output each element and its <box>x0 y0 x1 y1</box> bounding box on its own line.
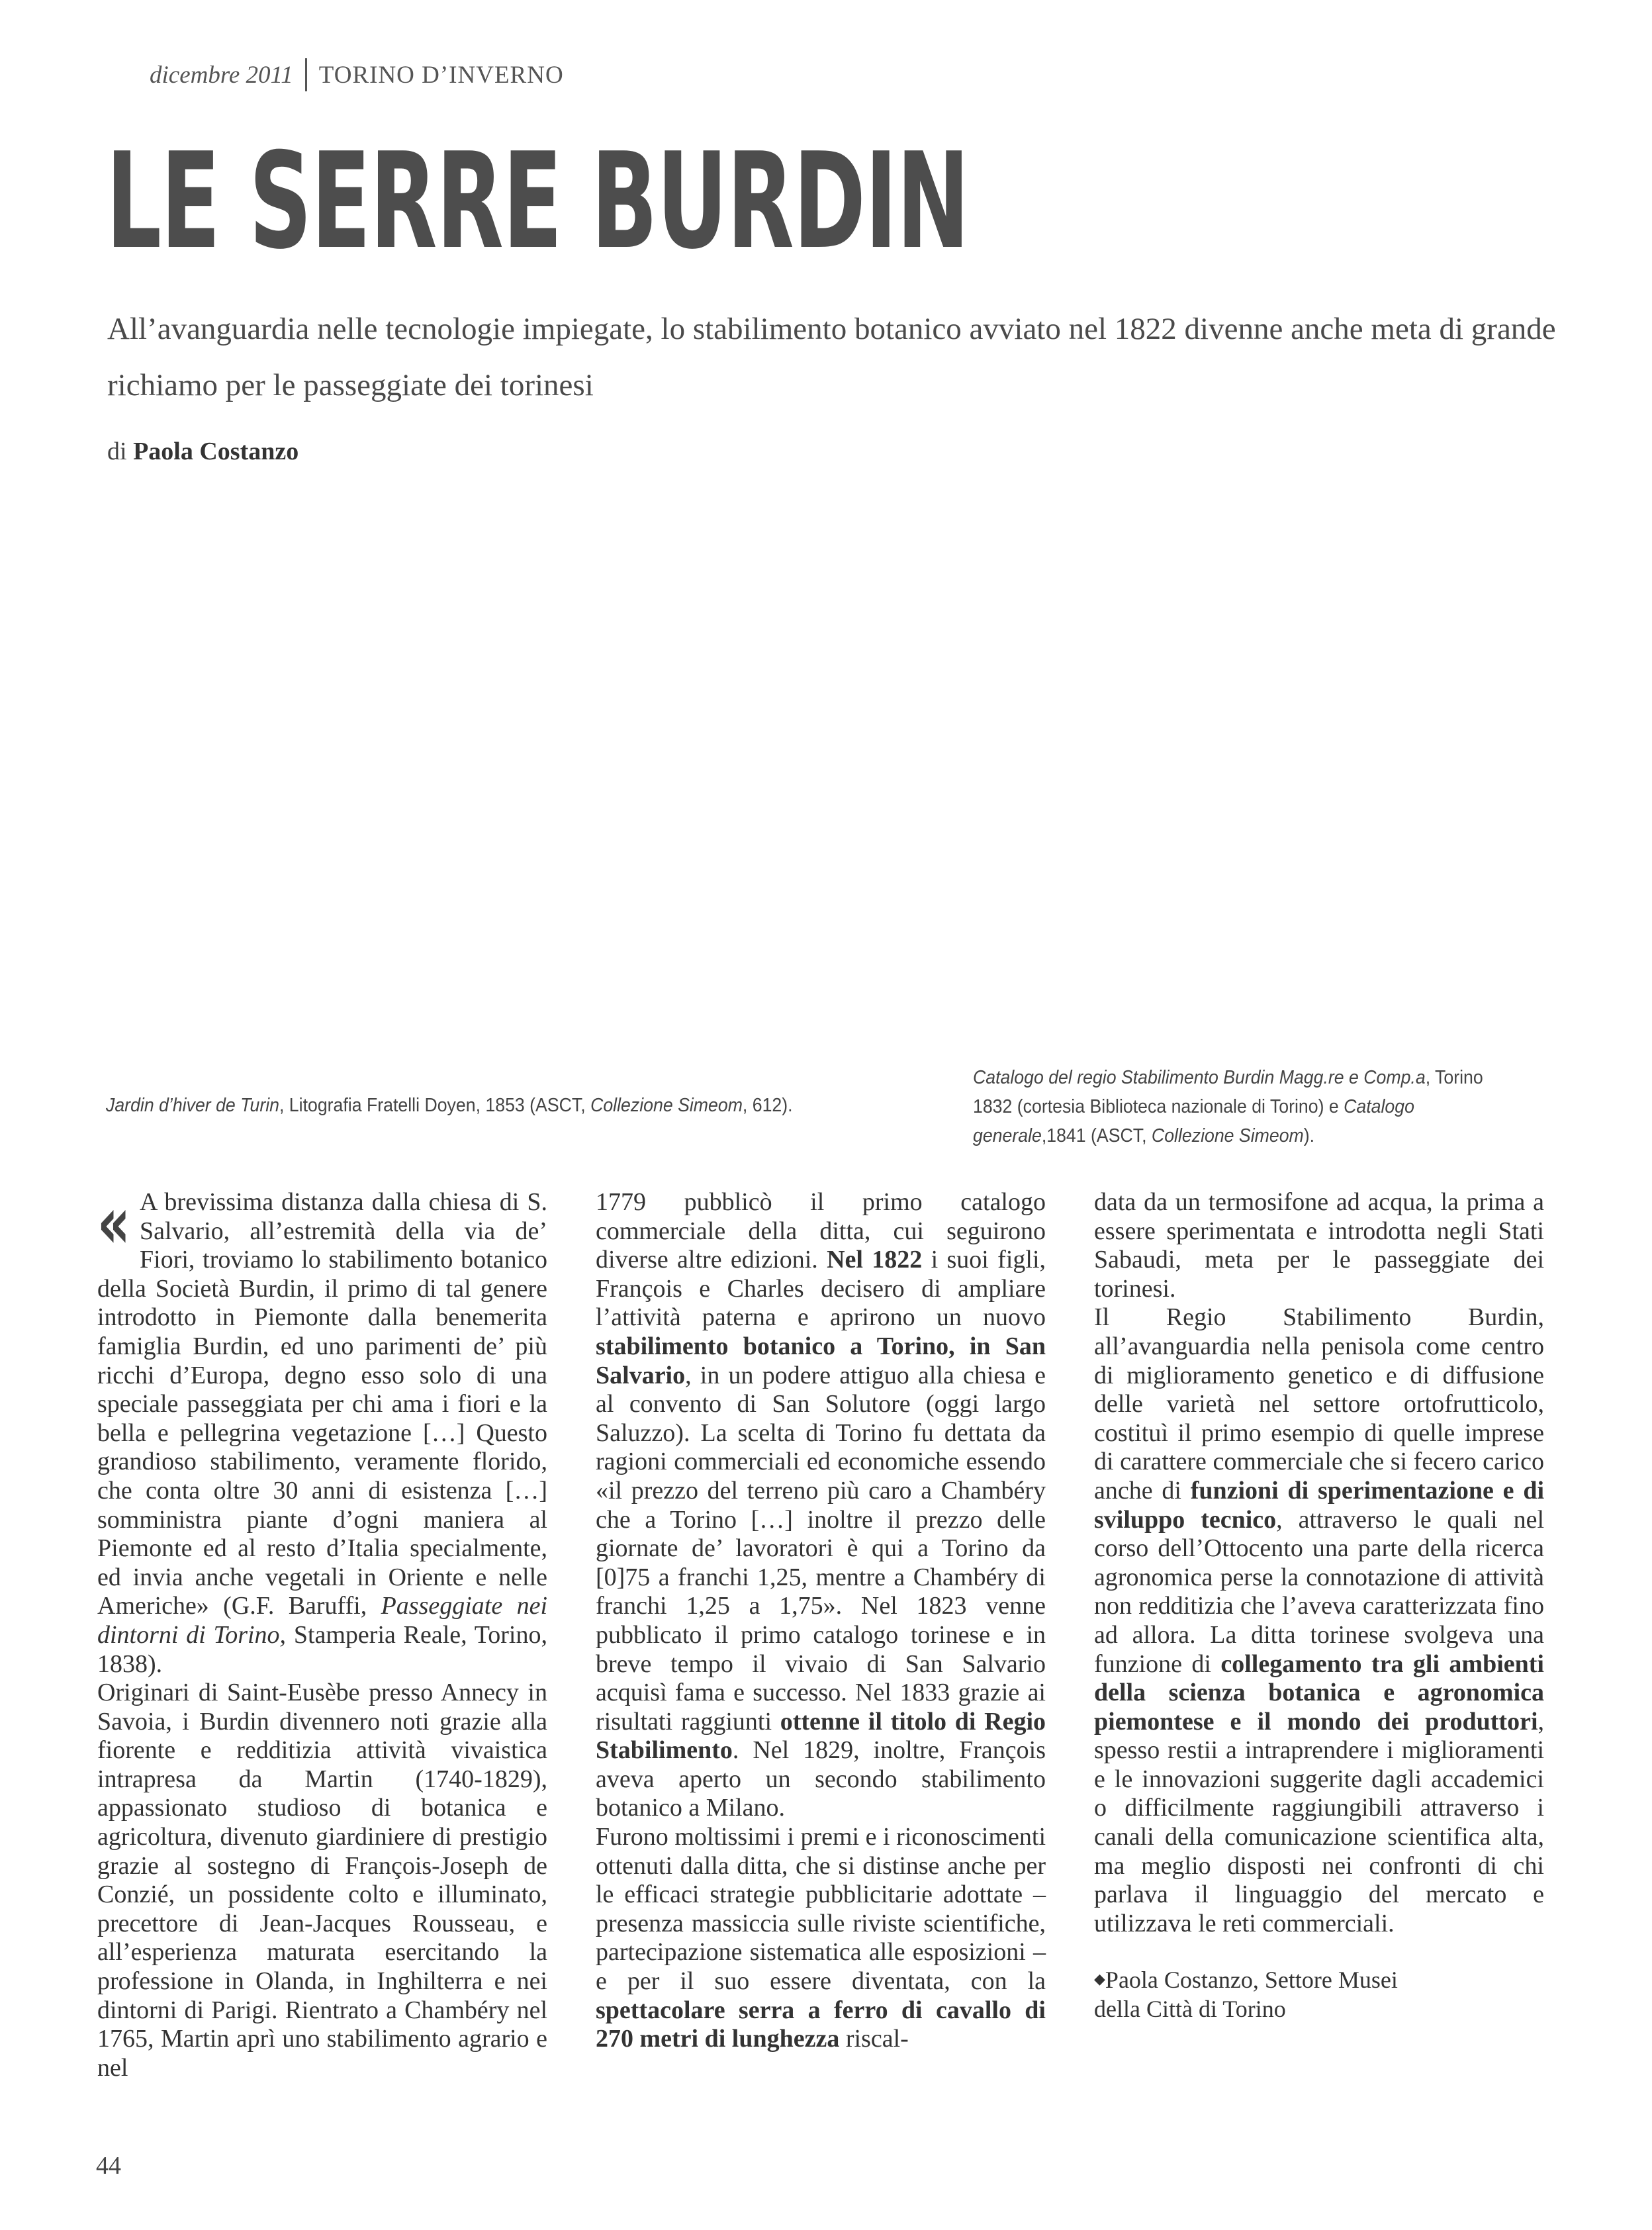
body-column-1 <box>97 1180 548 2082</box>
caption-right-collection: Collezione Simeom <box>1151 1125 1304 1146</box>
body-column-2 <box>596 1188 1046 2054</box>
bold-run: spettacolare serra a ferro di cavallo di 270 metri di lunghezza <box>596 1996 1046 2053</box>
caption-left-collection: Collezione Simeom <box>590 1095 743 1116</box>
text-run: Furono moltissimi i premi e i riconoscimenti ottenuti dalla ditta, che si distinse anche per le efficaci strategie pubblicitarie adottate – presenza massiccia sulle riviste scientifiche, partecipazione sistematica alle esposizioni – e per il suo essere diventata, con la <box>596 1823 1046 1996</box>
paragraph <box>97 1180 548 1679</box>
bold-run: funzioni di sperimentazione e di sviluppo tecnico <box>1094 1476 1545 1534</box>
text-run: riscal- <box>839 2025 909 2053</box>
quote-source-rest: Stamperia Reale, Torino, 1838). <box>97 1620 547 1678</box>
text-run: 1779 pubblicò il primo catalogo commerciale della ditta, cui seguirono diverse altre edizioni. <box>596 1188 1046 1274</box>
text-run: , attraverso le quali nel corso dell’Ottocento una parte della ricerca agronomica perse la connotazione di attività non redditizia che l’aveva caratterizzata fino ad allora. La ditta torinese svolgeva una funzione di <box>1094 1505 1544 1678</box>
paragraph <box>1094 1303 1544 1938</box>
paragraph <box>596 1823 1046 2054</box>
quote-source-title: Passeggiate nei dintorni di Torino, <box>97 1592 548 1649</box>
author-note-line-2: della Città di Torino <box>1094 1996 1286 2023</box>
article-subtitle: All’avanguardia nelle tecnologie impiegate, lo stabilimento botanico avviato nel 1822 divenne anche meta di grande richiamo per le passeggiate dei torinesi <box>107 312 1556 402</box>
text-run: i suoi figli, François e Charles decisero di ampliare l’attività paterna e aprirono un nuovo <box>596 1246 1046 1332</box>
paragraph <box>596 1188 1046 1823</box>
body-column-3 <box>1094 1188 1544 2023</box>
caption-left-title: Jardin d’hiver de Turin <box>106 1095 279 1116</box>
text-run: , in un podere attiguo alla chiesa e al convento di San Solutore (oggi largo Saluzzo). La scelta di Torino fu dettata da ragioni commerciali ed economiche essendo «il prezzo del terreno più caro a Chambéry che a Torino […] inoltre il prezzo delle giornate de’ lavoratori è qui a Torino da [0]75 a franchi 1,25, mentre a Chambéry di franchi 1,25 a 1,75». Nel 1823 venne pubblicato il primo catalogo torinese e in breve tempo il vivaio di San Salvario acquisì fama e successo. Nel 1833 grazie ai risultati raggiunti <box>596 1361 1046 1736</box>
bold-run: collegamento tra gli ambienti della scienza botanica e agronomica piemontese e il mondo dei produttori <box>1094 1649 1544 1736</box>
page-number: 44 <box>96 2152 121 2180</box>
text-run: . Nel 1829, inoltre, François aveva aperto un secondo stabilimento botanico a Milano. <box>596 1736 1046 1822</box>
article-title: LE SERRE BURDIN <box>106 124 969 279</box>
paragraph: data da un termosifone ad acqua, la prima a essere sperimentata e introdotta negli Stati Sabaudi, meta per le passeggiate dei torinesi. <box>1094 1188 1544 1303</box>
author-note <box>1094 1965 1544 2023</box>
diamond-icon: ◆ <box>1094 1971 1105 1988</box>
running-header <box>150 58 564 91</box>
text-run: Il Regio Stabilimento Burdin, all’avanguardia nella penisola come centro di miglioramento genetico e di diffusione delle varietà nel settore ortofrutticolo, costituì il primo esempio di quelle imprese di carattere commerciale che si fecero carico anche di <box>1094 1303 1544 1505</box>
caption-left-text-1: , Litografia Fratelli Doyen, 1853 (ASCT, <box>279 1095 591 1116</box>
byline <box>107 437 298 466</box>
drop-quote-mark: « <box>97 1180 130 1265</box>
byline-prefix: di <box>107 438 127 465</box>
author-note-line-1: Paola Costanzo, Settore Musei <box>1105 1967 1398 1994</box>
bold-run: stabilimento botanico a Torino, in San Salvario <box>596 1332 1046 1389</box>
caption-right-text-2: ,1841 (ASCT, <box>1041 1125 1152 1146</box>
issue-date: dicembre 2011 <box>150 61 293 89</box>
quote-text: A brevissima distanza dalla chiesa di S. Salvario, all’estremità della via de’ Fiori, troviamo lo stabilimento botanico della Società Burdin, il primo di tal genere introdotto in Piemonte dalla benemerita famiglia Burdin, ed uno parimenti de’ più ricchi d’Europa, degno esso solo di una speciale passeggiata per chi ama i fiori e la bella e pellegrina vegetazione […] Questo grandioso stabilimento, veramente florido, che conta oltre 30 anni di esistenza […] somministra piante d’ogni maniera al Piemonte ed al resto d’Italia specialmente, ed invia anche vegetali in Oriente e nelle Americhe» (G.F. Baruffi, <box>97 1188 547 1620</box>
caption-right-title: Catalogo del regio Stabilimento Burdin Magg.re e Comp.a <box>973 1067 1426 1088</box>
byline-author: Paola Costanzo <box>133 438 299 465</box>
caption-left-text-2: , 612). <box>742 1095 793 1116</box>
paragraph: Originari di Saint-Eusèbe presso Annecy in Savoia, i Burdin divennero noti grazie alla fiorente e redditizia attività vivaistica intrapresa da Martin (1740-1829), appassionato studioso di botanica e agricoltura, divenuto giardiniere di prestigio grazie al sostegno di François-Joseph de Conzié, un possidente colto e illuminato, precettore di Jean-Jacques Rousseau, e all’esperienza maturata esercitando la professione in Olanda, in Inghilterra e nei dintorni di Parigi. Rientrato a Chambéry nel 1765, Martin aprì uno stabilimento agrario e nel <box>97 1679 547 2082</box>
text-run: , spesso restii a intraprendere i miglioramenti e le innovazioni suggerite dagli accademici o difficilmente raggiungibili attraverso i canali della comunicazione scientifica alta, ma meglio disposti nei confronti di chi parlava il linguaggio del mercato e utilizzava le reti commerciali. <box>1094 1707 1544 1937</box>
header-divider <box>305 58 307 91</box>
caption-right-title-2: Catalogo generale <box>973 1096 1414 1146</box>
caption-right <box>973 1063 1521 1150</box>
section-name: TORINO D’INVERNO <box>318 61 564 89</box>
illustration-area <box>106 503 1546 1046</box>
caption-right-text-3: ). <box>1303 1125 1315 1146</box>
bold-run: ottenne il titolo di Regio Stabilimento <box>596 1707 1046 1765</box>
caption-left <box>106 1091 928 1120</box>
caption-right-text-1: , Torino 1832 (cortesia Biblioteca nazionale di Torino) e <box>973 1067 1483 1117</box>
bold-run: Nel 1822 <box>827 1246 923 1274</box>
